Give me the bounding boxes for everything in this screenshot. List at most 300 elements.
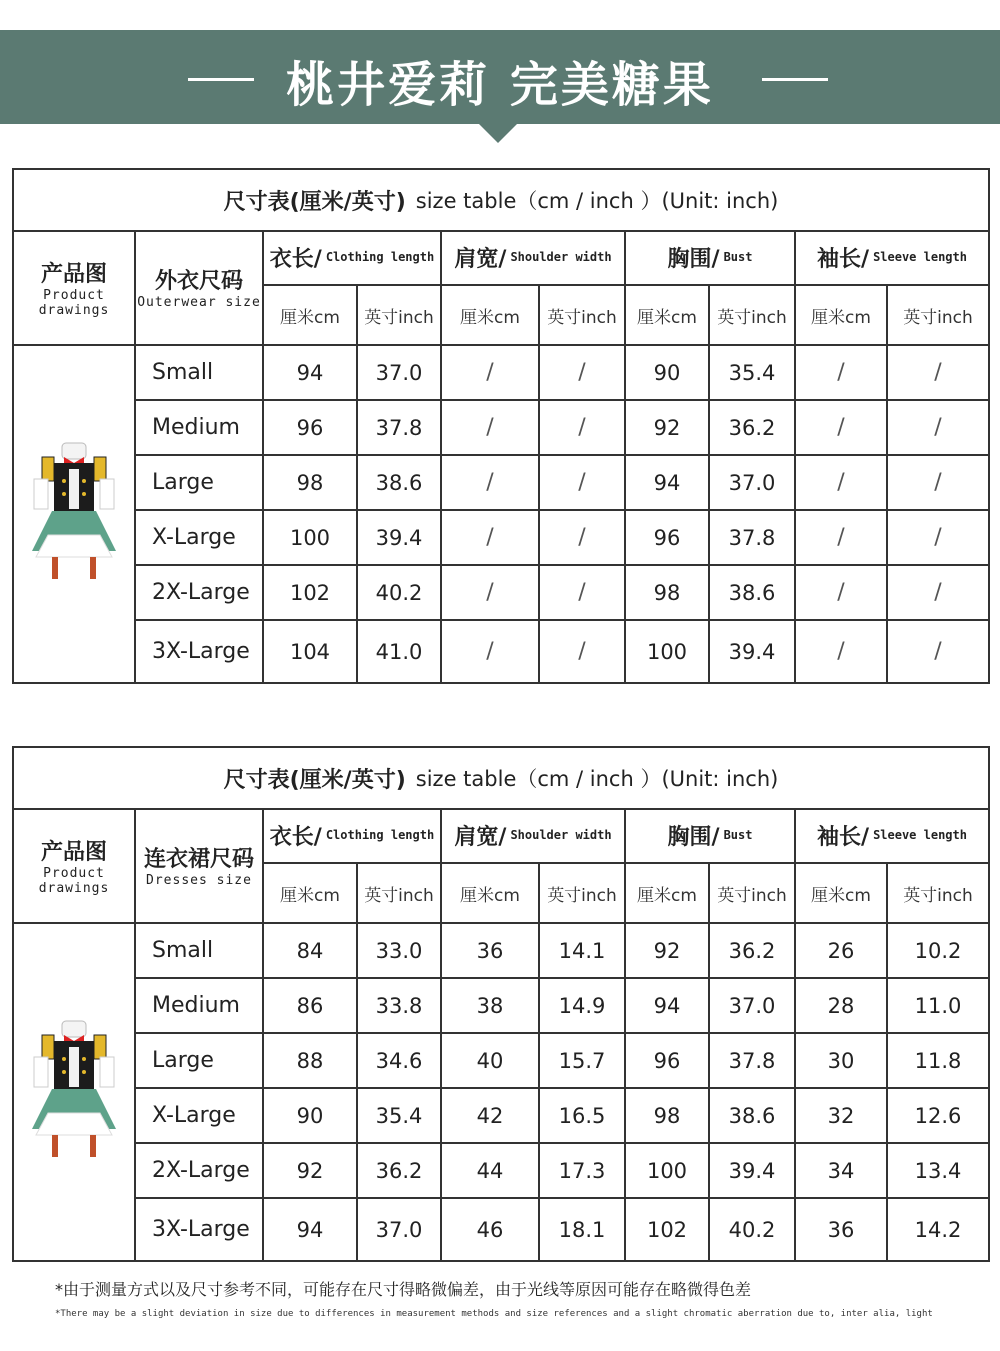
- size-name: 2X-Large: [152, 1158, 250, 1183]
- value-cell: [540, 1089, 626, 1144]
- measurement-value: 100: [289, 525, 331, 550]
- size-cell: [136, 566, 264, 621]
- not-applicable-mark: /: [934, 580, 942, 605]
- not-applicable-mark: /: [578, 639, 586, 664]
- subheader-6: [796, 864, 888, 924]
- value-cell: [540, 1034, 626, 1089]
- value-cell: [264, 346, 358, 401]
- measurement-value: 102: [289, 580, 331, 605]
- value-cell: [540, 401, 626, 456]
- measurement-value: 37.8: [728, 525, 776, 550]
- group-label-en: Clothing length: [325, 250, 435, 264]
- group-label-zh: 衣长/: [269, 246, 322, 272]
- size-cell: [136, 1199, 264, 1260]
- size-cell: [136, 1089, 264, 1144]
- value-cell: [264, 401, 358, 456]
- not-applicable-mark: /: [934, 360, 942, 385]
- header-size: [136, 808, 264, 924]
- value-cell: [888, 1144, 988, 1199]
- not-applicable-mark: /: [486, 639, 494, 664]
- value-cell: [442, 924, 540, 979]
- size-cell: [136, 456, 264, 511]
- measurement-value: 37.0: [375, 360, 423, 385]
- measurement-value: 86: [296, 993, 324, 1018]
- measurement-value: 44: [476, 1158, 504, 1183]
- measurement-value: 28: [827, 993, 855, 1018]
- value-cell: [796, 346, 888, 401]
- value-cell: [626, 401, 710, 456]
- table-title-en: size table（cm / inch ）(Unit: inch): [415, 189, 779, 213]
- subheader-label: 英寸inch: [717, 885, 787, 906]
- size-name: 3X-Large: [152, 1217, 250, 1242]
- value-cell: [264, 566, 358, 621]
- subheader-6: [796, 286, 888, 346]
- not-applicable-mark: /: [578, 580, 586, 605]
- value-cell: [626, 621, 710, 682]
- size-name: Large: [152, 1048, 214, 1073]
- group-label-en: Shoulder width: [510, 828, 612, 842]
- size-label-zh: 外衣尺码: [154, 269, 243, 294]
- header-group-0: [264, 230, 442, 286]
- value-cell: [264, 979, 358, 1034]
- subheader-label: 厘米cm: [280, 307, 340, 328]
- value-cell: [626, 1034, 710, 1089]
- measurement-value: 14.9: [558, 993, 606, 1018]
- value-cell: [442, 511, 540, 566]
- value-cell: [442, 1199, 540, 1260]
- subheader-7: [888, 864, 988, 924]
- not-applicable-mark: /: [486, 360, 494, 385]
- value-cell: [888, 346, 988, 401]
- product-image-cell: [14, 346, 136, 682]
- measurement-value: 98: [296, 470, 324, 495]
- subheader-label: 厘米cm: [637, 307, 697, 328]
- value-cell: [358, 511, 442, 566]
- value-cell: [264, 1089, 358, 1144]
- value-cell: [540, 924, 626, 979]
- measurement-value: 35.4: [375, 1103, 423, 1128]
- size-cell: [136, 1034, 264, 1089]
- measurement-value: 34: [827, 1158, 855, 1183]
- measurement-value: 90: [653, 360, 681, 385]
- subheader-5: [710, 286, 796, 346]
- value-cell: [358, 924, 442, 979]
- not-applicable-mark: /: [934, 470, 942, 495]
- measurement-value: 41.0: [375, 639, 423, 664]
- value-cell: [540, 621, 626, 682]
- table-title-zh: 尺寸表(厘米/英寸): [223, 189, 406, 215]
- header-product-drawings: [14, 808, 136, 924]
- measurement-value: 88: [296, 1048, 324, 1073]
- measurement-value: 12.6: [914, 1103, 962, 1128]
- subheader-4: [626, 864, 710, 924]
- size-table-dresses: [12, 746, 990, 1262]
- measurement-value: 38.6: [375, 470, 423, 495]
- value-cell: [796, 1034, 888, 1089]
- value-cell: [888, 1089, 988, 1144]
- header-group-1: [442, 230, 626, 286]
- header-group-1: [442, 808, 626, 864]
- size-table-outerwear: [12, 168, 990, 684]
- header-group-3: [796, 808, 988, 864]
- not-applicable-mark: /: [578, 470, 586, 495]
- subheader-label: 厘米cm: [460, 307, 520, 328]
- value-cell: [442, 456, 540, 511]
- value-cell: [710, 621, 796, 682]
- measurement-value: 34.6: [375, 1048, 423, 1073]
- group-label-en: Sleeve length: [873, 250, 967, 264]
- group-label-zh: 衣长/: [269, 824, 322, 850]
- measurement-value: 92: [296, 1158, 324, 1183]
- value-cell: [442, 1144, 540, 1199]
- value-cell: [888, 401, 988, 456]
- value-cell: [442, 346, 540, 401]
- size-cell: [136, 621, 264, 682]
- value-cell: [540, 566, 626, 621]
- measurement-value: 36.2: [728, 938, 776, 963]
- value-cell: [710, 401, 796, 456]
- measurement-value: 10.2: [914, 938, 962, 963]
- value-cell: [710, 979, 796, 1034]
- size-name: X-Large: [152, 525, 236, 550]
- value-cell: [358, 456, 442, 511]
- subheader-7: [888, 286, 988, 346]
- measurement-value: 11.0: [914, 993, 962, 1018]
- size-name: 3X-Large: [152, 639, 250, 664]
- subheader-label: 英寸inch: [717, 307, 787, 328]
- measurement-value: 96: [653, 525, 681, 550]
- subheader-1: [358, 286, 442, 346]
- value-cell: [888, 511, 988, 566]
- not-applicable-mark: /: [837, 639, 845, 664]
- value-cell: [796, 1144, 888, 1199]
- size-name: Large: [152, 470, 214, 495]
- measurement-value: 39.4: [375, 525, 423, 550]
- subheader-label: 厘米cm: [811, 885, 871, 906]
- group-label-zh: 胸围/: [667, 246, 720, 272]
- not-applicable-mark: /: [934, 415, 942, 440]
- measurement-value: 14.1: [558, 938, 606, 963]
- value-cell: [626, 1144, 710, 1199]
- product-label-zh: 产品图: [40, 839, 107, 865]
- subheader-0: [264, 286, 358, 346]
- value-cell: [710, 1089, 796, 1144]
- subheader-label: 英寸inch: [364, 885, 434, 906]
- value-cell: [358, 621, 442, 682]
- value-cell: [796, 621, 888, 682]
- product-label-en2: drawings: [38, 302, 110, 318]
- measurement-value: 98: [653, 580, 681, 605]
- size-name: Medium: [152, 415, 240, 440]
- measurement-value: 100: [646, 1158, 688, 1183]
- footnote-english: *There may be a slight deviation in size due to differences in measurement methods and size references and a slight chromatic aberration due to, inter alia, light: [55, 1309, 933, 1319]
- value-cell: [796, 401, 888, 456]
- not-applicable-mark: /: [486, 525, 494, 550]
- size-cell: [136, 979, 264, 1034]
- not-applicable-mark: /: [934, 525, 942, 550]
- measurement-value: 36.2: [375, 1158, 423, 1183]
- measurement-value: 33.0: [375, 938, 423, 963]
- not-applicable-mark: /: [934, 639, 942, 664]
- value-cell: [796, 1199, 888, 1260]
- measurement-value: 38.6: [728, 1103, 776, 1128]
- value-cell: [710, 1144, 796, 1199]
- header-product-drawings: [14, 230, 136, 346]
- size-name: X-Large: [152, 1103, 236, 1128]
- subheader-label: 英寸inch: [364, 307, 434, 328]
- page-title: 桃井爱莉 完美糖果: [286, 57, 714, 113]
- measurement-value: 15.7: [558, 1048, 606, 1073]
- measurement-value: 37.8: [375, 415, 423, 440]
- table-title-en: size table（cm / inch ）(Unit: inch): [415, 767, 779, 791]
- footnote-chinese: *由于测量方式以及尺寸参考不同，可能存在尺寸得略微偏差，由于光线等原因可能存在略微得色差: [55, 1280, 752, 1299]
- size-name: Small: [152, 360, 214, 385]
- header-size: [136, 230, 264, 346]
- measurement-value: 13.4: [914, 1158, 962, 1183]
- value-cell: [888, 924, 988, 979]
- measurement-value: 102: [646, 1217, 688, 1242]
- value-cell: [358, 566, 442, 621]
- not-applicable-mark: /: [578, 360, 586, 385]
- measurement-value: 96: [653, 1048, 681, 1073]
- size-cell: [136, 1144, 264, 1199]
- measurement-value: 40.2: [375, 580, 423, 605]
- value-cell: [796, 511, 888, 566]
- not-applicable-mark: /: [578, 525, 586, 550]
- measurement-value: 40.2: [728, 1217, 776, 1242]
- value-cell: [264, 511, 358, 566]
- measurement-value: 32: [827, 1103, 855, 1128]
- not-applicable-mark: /: [486, 415, 494, 440]
- subheader-label: 英寸inch: [903, 307, 973, 328]
- measurement-value: 39.4: [728, 639, 776, 664]
- header-group-0: [264, 808, 442, 864]
- measurement-value: 30: [827, 1048, 855, 1073]
- group-label-en: Bust: [723, 250, 753, 264]
- measurement-value: 92: [653, 938, 681, 963]
- measurement-value: 94: [653, 470, 681, 495]
- measurement-value: 11.8: [914, 1048, 962, 1073]
- measurement-value: 36: [476, 938, 504, 963]
- value-cell: [358, 979, 442, 1034]
- value-cell: [626, 511, 710, 566]
- not-applicable-mark: /: [837, 415, 845, 440]
- subheader-2: [442, 864, 540, 924]
- value-cell: [540, 979, 626, 1034]
- group-label-zh: 袖长/: [817, 824, 870, 850]
- size-label-en: Outerwear size: [137, 295, 261, 310]
- measurement-value: 14.2: [914, 1217, 962, 1242]
- value-cell: [626, 566, 710, 621]
- measurement-value: 100: [646, 639, 688, 664]
- measurement-value: 37.8: [728, 1048, 776, 1073]
- product-label-zh: 产品图: [40, 261, 107, 287]
- product-image-cell: [14, 924, 136, 1260]
- subheader-label: 英寸inch: [547, 885, 617, 906]
- size-cell: [136, 401, 264, 456]
- size-cell: [136, 924, 264, 979]
- measurement-value: 94: [296, 360, 324, 385]
- not-applicable-mark: /: [837, 580, 845, 605]
- subheader-label: 厘米cm: [280, 885, 340, 906]
- measurement-value: 42: [476, 1103, 504, 1128]
- measurement-value: 39.4: [728, 1158, 776, 1183]
- header-group-2: [626, 230, 796, 286]
- measurement-value: 46: [476, 1217, 504, 1242]
- measurement-value: 90: [296, 1103, 324, 1128]
- table-title-zh: 尺寸表(厘米/英寸): [223, 767, 406, 793]
- value-cell: [888, 621, 988, 682]
- measurement-value: 92: [653, 415, 681, 440]
- not-applicable-mark: /: [486, 580, 494, 605]
- value-cell: [796, 924, 888, 979]
- banner-pointer: [478, 123, 518, 143]
- subheader-2: [442, 286, 540, 346]
- value-cell: [796, 566, 888, 621]
- subheader-0: [264, 864, 358, 924]
- measurement-value: 94: [653, 993, 681, 1018]
- subheader-label: 英寸inch: [547, 307, 617, 328]
- value-cell: [710, 924, 796, 979]
- value-cell: [626, 456, 710, 511]
- value-cell: [710, 456, 796, 511]
- value-cell: [626, 979, 710, 1034]
- value-cell: [710, 346, 796, 401]
- group-label-zh: 胸围/: [667, 824, 720, 850]
- measurement-value: 37.0: [728, 993, 776, 1018]
- subheader-3: [540, 864, 626, 924]
- group-label-en: Clothing length: [325, 828, 435, 842]
- group-label-en: Sleeve length: [873, 828, 967, 842]
- value-cell: [710, 1034, 796, 1089]
- value-cell: [358, 346, 442, 401]
- measurement-value: 17.3: [558, 1158, 606, 1183]
- value-cell: [626, 924, 710, 979]
- measurement-value: 104: [289, 639, 331, 664]
- measurement-value: 38.6: [728, 580, 776, 605]
- value-cell: [540, 1144, 626, 1199]
- value-cell: [442, 1034, 540, 1089]
- product-dress-image: [24, 1017, 124, 1167]
- product-label-en: Product: [43, 865, 105, 881]
- group-label-zh: 肩宽/: [454, 246, 507, 272]
- measurement-value: 37.0: [728, 470, 776, 495]
- value-cell: [358, 1089, 442, 1144]
- value-cell: [540, 1199, 626, 1260]
- size-name: 2X-Large: [152, 580, 250, 605]
- size-label-zh: 连衣裙尺码: [143, 847, 254, 872]
- value-cell: [442, 566, 540, 621]
- size-label-en: Dresses size: [146, 873, 252, 888]
- value-cell: [442, 979, 540, 1034]
- value-cell: [358, 1199, 442, 1260]
- measurement-value: 94: [296, 1217, 324, 1242]
- measurement-value: 36.2: [728, 415, 776, 440]
- measurement-value: 35.4: [728, 360, 776, 385]
- measurement-value: 33.8: [375, 993, 423, 1018]
- subheader-4: [626, 286, 710, 346]
- value-cell: [442, 401, 540, 456]
- product-label-en2: drawings: [38, 880, 110, 896]
- measurement-value: 37.0: [375, 1217, 423, 1242]
- measurement-value: 98: [653, 1103, 681, 1128]
- value-cell: [264, 1034, 358, 1089]
- measurement-value: 16.5: [558, 1103, 606, 1128]
- not-applicable-mark: /: [837, 360, 845, 385]
- size-cell: [136, 511, 264, 566]
- subheader-label: 厘米cm: [460, 885, 520, 906]
- subheader-label: 厘米cm: [637, 885, 697, 906]
- value-cell: [888, 979, 988, 1034]
- table-title: [14, 748, 988, 810]
- size-cell: [136, 346, 264, 401]
- header-group-3: [796, 230, 988, 286]
- value-cell: [442, 1089, 540, 1144]
- value-cell: [540, 456, 626, 511]
- value-cell: [358, 1034, 442, 1089]
- subheader-5: [710, 864, 796, 924]
- group-label-en: Bust: [723, 828, 753, 842]
- subheader-1: [358, 864, 442, 924]
- value-cell: [710, 511, 796, 566]
- table-title: [14, 170, 988, 232]
- product-dress-image: [24, 439, 124, 589]
- value-cell: [626, 346, 710, 401]
- size-name: Small: [152, 938, 214, 963]
- header-group-2: [626, 808, 796, 864]
- not-applicable-mark: /: [837, 470, 845, 495]
- value-cell: [264, 621, 358, 682]
- value-cell: [540, 346, 626, 401]
- measurement-value: 36: [827, 1217, 855, 1242]
- value-cell: [264, 1199, 358, 1260]
- measurement-value: 18.1: [558, 1217, 606, 1242]
- value-cell: [264, 924, 358, 979]
- value-cell: [540, 511, 626, 566]
- not-applicable-mark: /: [578, 415, 586, 440]
- value-cell: [710, 566, 796, 621]
- value-cell: [358, 1144, 442, 1199]
- group-label-en: Shoulder width: [510, 250, 612, 264]
- value-cell: [796, 1089, 888, 1144]
- value-cell: [796, 456, 888, 511]
- measurement-value: 38: [476, 993, 504, 1018]
- value-cell: [888, 456, 988, 511]
- value-cell: [888, 1199, 988, 1260]
- value-cell: [264, 1144, 358, 1199]
- value-cell: [796, 979, 888, 1034]
- value-cell: [888, 566, 988, 621]
- value-cell: [358, 401, 442, 456]
- value-cell: [442, 621, 540, 682]
- product-label-en: Product: [43, 287, 105, 303]
- measurement-value: 26: [827, 938, 855, 963]
- not-applicable-mark: /: [486, 470, 494, 495]
- subheader-3: [540, 286, 626, 346]
- measurement-value: 40: [476, 1048, 504, 1073]
- group-label-zh: 袖长/: [817, 246, 870, 272]
- size-name: Medium: [152, 993, 240, 1018]
- not-applicable-mark: /: [837, 525, 845, 550]
- value-cell: [264, 456, 358, 511]
- measurement-value: 96: [296, 415, 324, 440]
- value-cell: [710, 1199, 796, 1260]
- value-cell: [626, 1089, 710, 1144]
- measurement-value: 84: [296, 938, 324, 963]
- value-cell: [626, 1199, 710, 1260]
- subheader-label: 厘米cm: [811, 307, 871, 328]
- subheader-label: 英寸inch: [903, 885, 973, 906]
